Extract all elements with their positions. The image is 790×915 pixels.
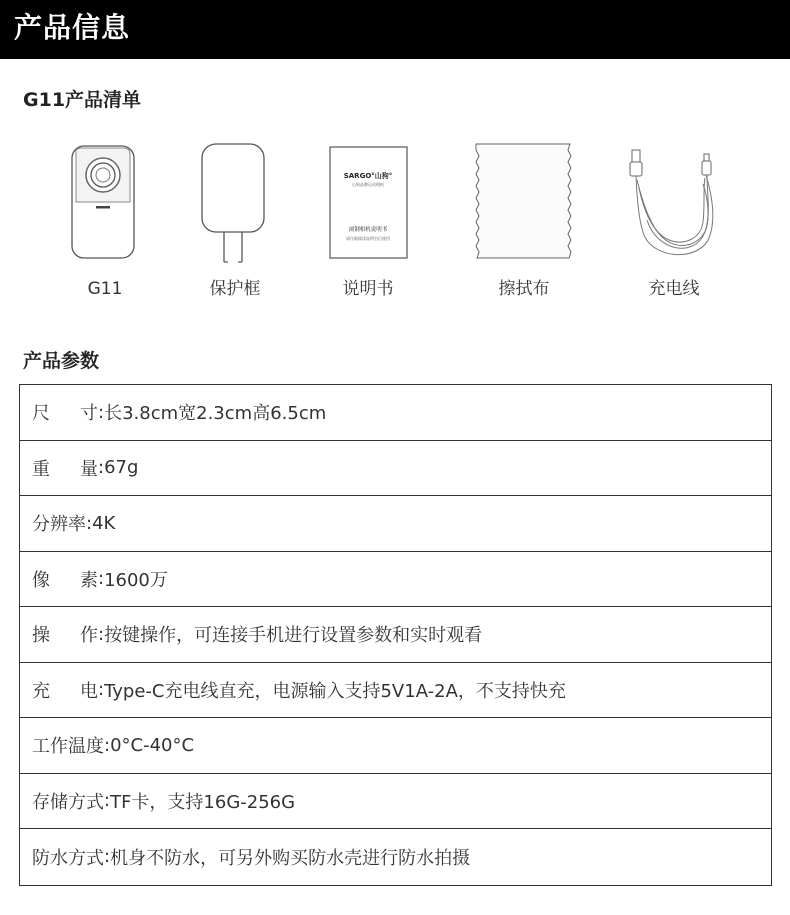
spec-sep: : xyxy=(98,679,105,701)
item-label-protective-frame: 保护框 xyxy=(209,279,261,299)
spec-sep: : xyxy=(98,457,105,479)
spec-sep: : xyxy=(104,790,111,812)
cleaning-cloth-icon xyxy=(449,140,599,270)
spec-value: Type-C充电线直充，电源输入支持5V1A-2A，不支持快充 xyxy=(104,680,566,702)
charging-cable-icon xyxy=(599,140,749,270)
manual-icon xyxy=(293,140,443,270)
item-protective-frame xyxy=(160,140,310,305)
specs-title: 产品参数 xyxy=(23,350,100,372)
item-charging-cable xyxy=(599,140,749,305)
spec-row-pixels xyxy=(20,552,771,608)
spec-label: 分辨率 xyxy=(32,514,86,536)
spec-value: TF卡，支持16G-256G xyxy=(110,791,296,813)
spec-label: 像 素 xyxy=(32,569,98,591)
spec-value: 按键操作，可连接手机进行设置参数和实时观看 xyxy=(104,625,483,647)
spec-value: 1600万 xyxy=(104,569,168,591)
manual-brand: SARGO°山狗° xyxy=(343,172,393,180)
protective-frame-icon xyxy=(160,140,310,270)
spec-row-resolution xyxy=(20,496,771,552)
spec-row-size xyxy=(20,385,771,441)
header-bar xyxy=(0,0,790,59)
spec-sep: : xyxy=(86,512,93,534)
item-manual xyxy=(293,140,443,305)
page-title: 产品信息 xyxy=(14,11,131,44)
camera-icon xyxy=(30,140,180,270)
spec-sep: : xyxy=(104,734,111,756)
spec-value: 0°C-40°C xyxy=(110,734,195,756)
spec-label: 重 量 xyxy=(32,458,98,480)
specs-table xyxy=(19,384,772,886)
spec-row-temperature xyxy=(20,718,771,774)
manual-footer: 请仔细阅读说明书后使用 xyxy=(346,236,390,241)
spec-sep: : xyxy=(104,846,111,868)
spec-sep: : xyxy=(98,623,105,645)
item-label-manual: 说明书 xyxy=(342,279,394,299)
spec-row-weight xyxy=(20,441,771,497)
item-label-camera: G11 xyxy=(87,279,123,299)
spec-value: 4K xyxy=(92,512,116,534)
item-camera xyxy=(30,140,180,305)
spec-value: 67g xyxy=(104,457,139,479)
item-label-cleaning-cloth: 擦拭布 xyxy=(498,279,550,299)
spec-row-charging xyxy=(20,663,771,719)
spec-value: 长3.8cm宽2.3cm高6.5cm xyxy=(104,403,327,425)
spec-row-operation xyxy=(20,607,771,663)
spec-row-waterproof xyxy=(20,829,771,885)
contents-title: G11产品清单 xyxy=(23,89,142,111)
spec-sep: : xyxy=(98,401,105,423)
item-label-charging-cable: 充电线 xyxy=(648,279,700,299)
item-cleaning-cloth xyxy=(449,140,599,305)
spec-sep: : xyxy=(98,568,105,590)
manual-title: 闹钢相机说明书 xyxy=(348,227,388,233)
spec-label: 充 电 xyxy=(32,680,98,702)
spec-label: 尺 寸 xyxy=(32,403,98,425)
spec-value: 机身不防水，可另外购买防水壳进行防水拍摄 xyxy=(110,847,471,869)
manual-subtitle: 山狗品牌运动相机 xyxy=(352,182,384,187)
spec-row-storage xyxy=(20,774,771,830)
spec-label: 存储方式 xyxy=(32,791,104,813)
spec-label: 操 作 xyxy=(32,625,98,647)
spec-label: 防水方式 xyxy=(32,847,104,869)
spec-label: 工作温度 xyxy=(32,736,104,758)
